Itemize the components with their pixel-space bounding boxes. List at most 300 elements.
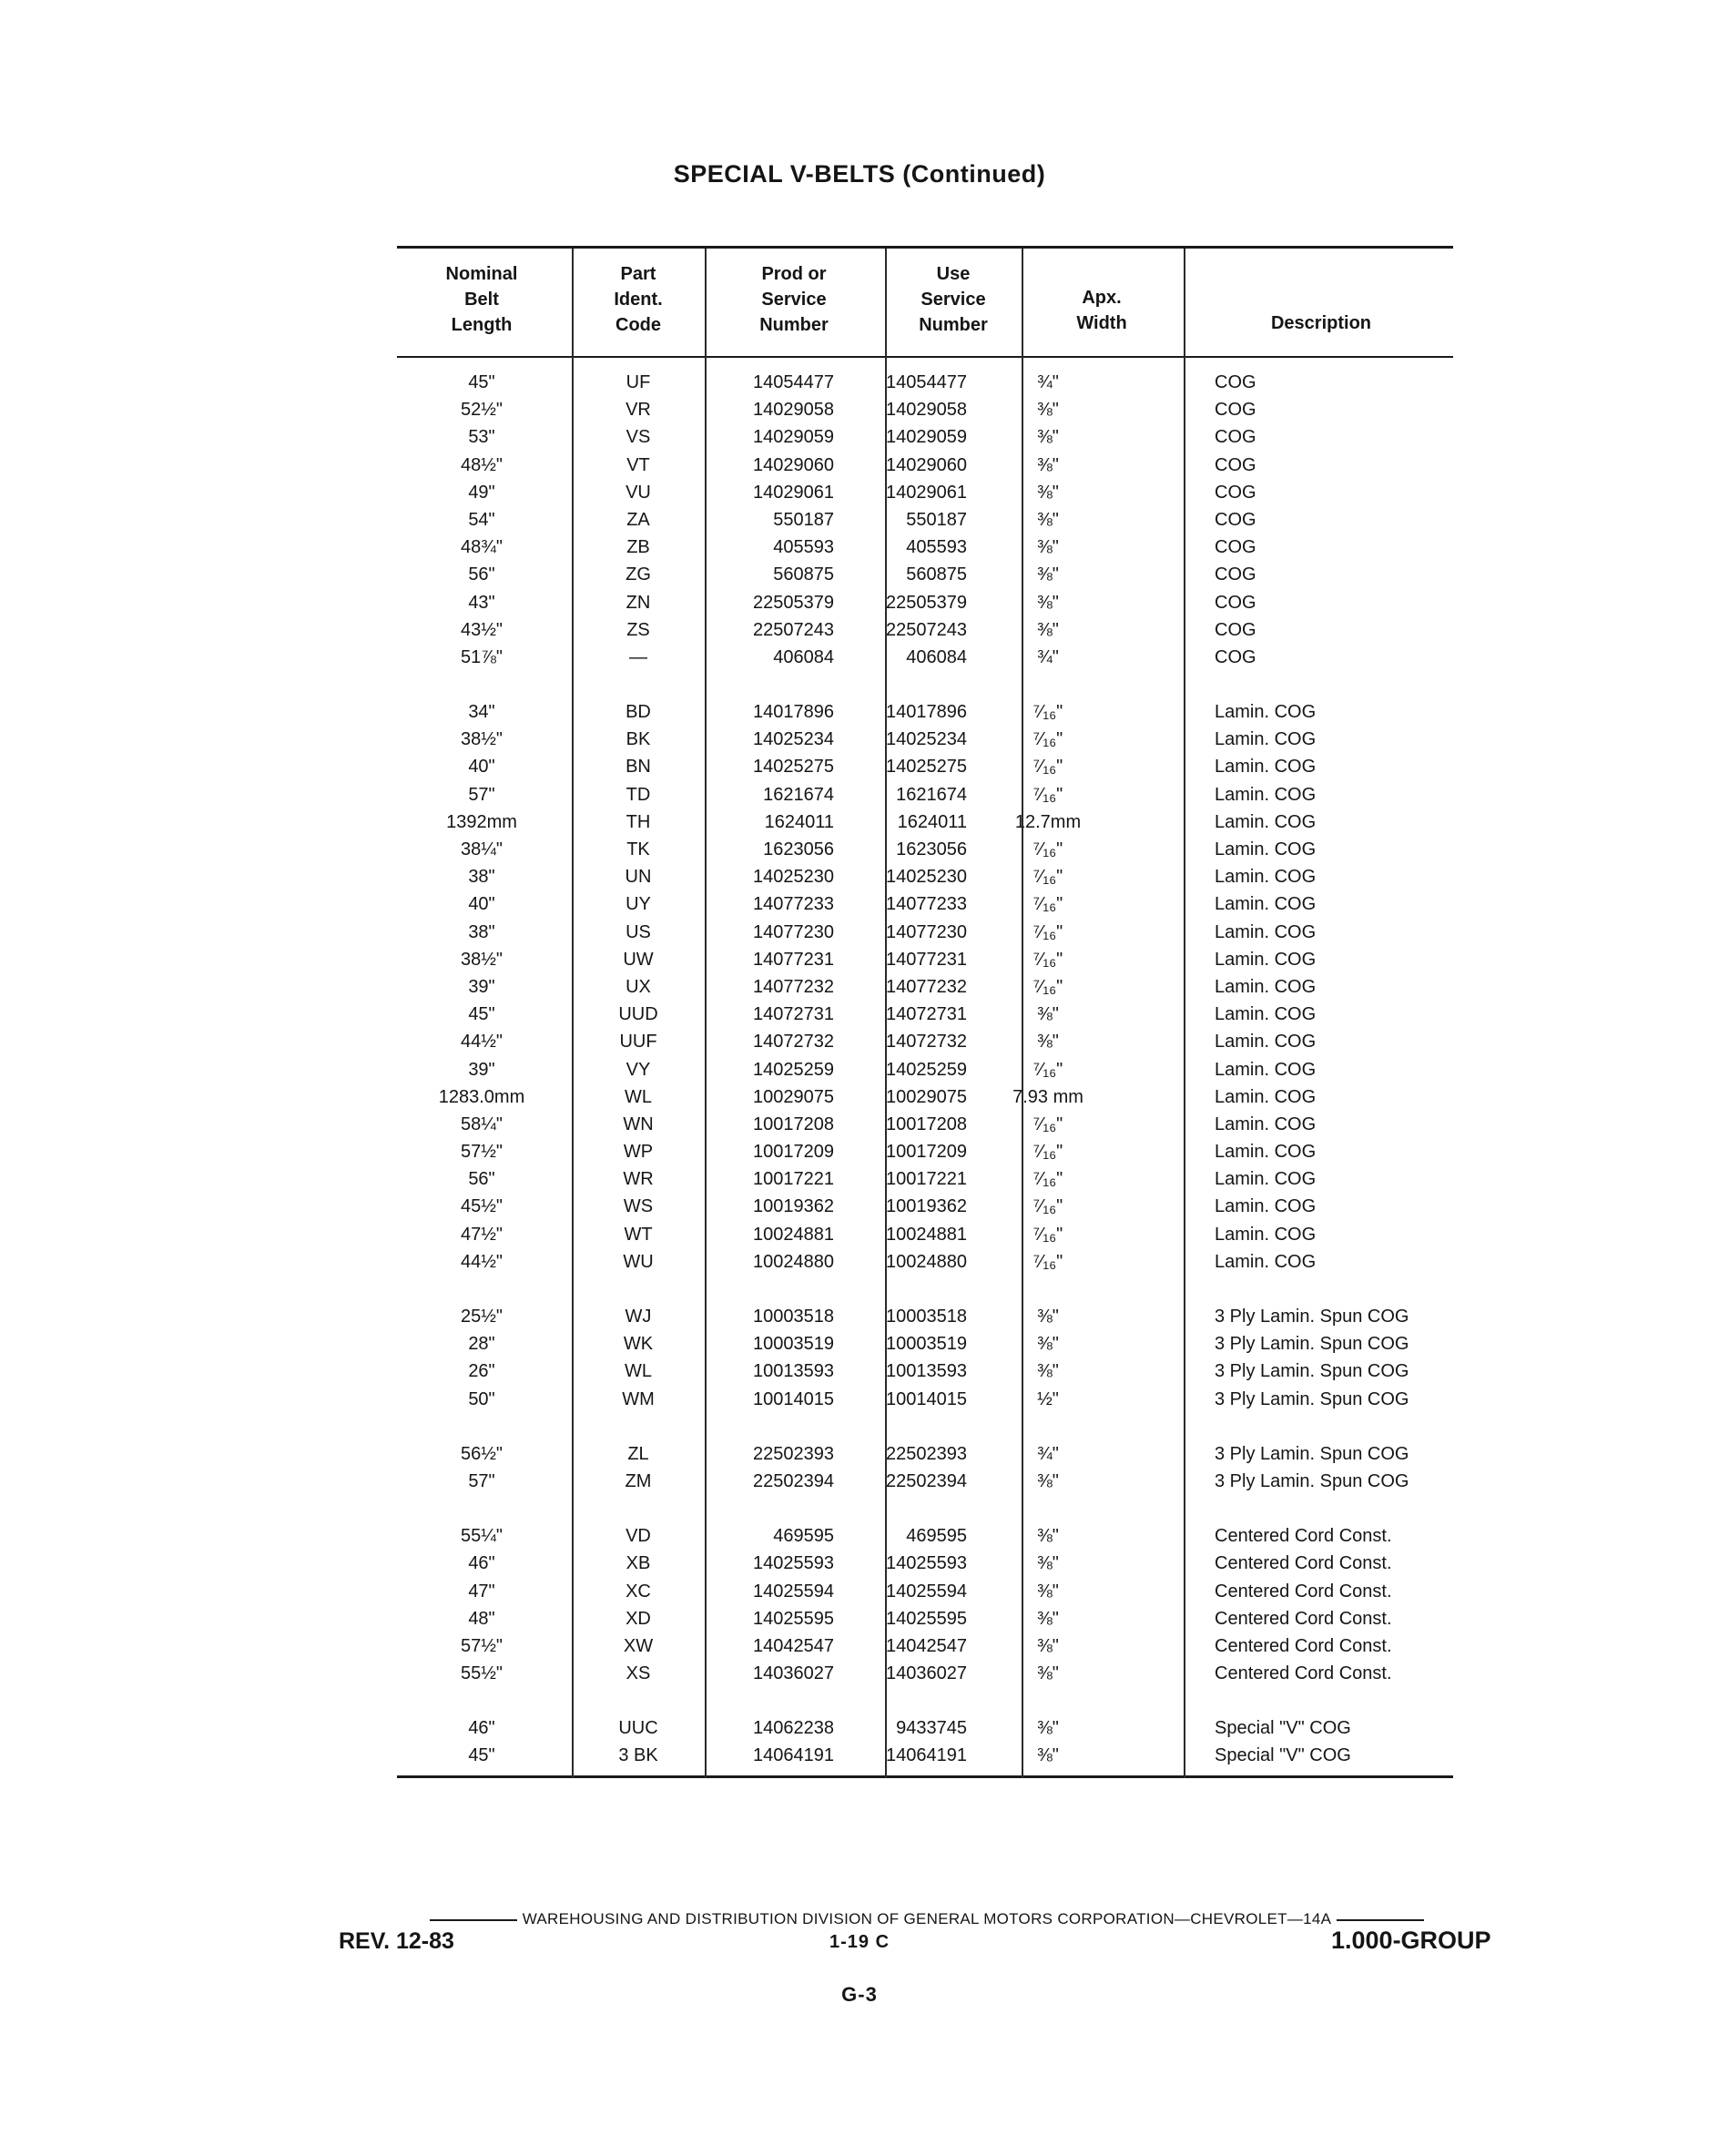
- ident-code-cell: WT: [624, 1224, 653, 1245]
- table-row: [397, 1248, 1453, 1276]
- prod-number-cell: 14029059: [753, 427, 834, 448]
- ident-code-cell: ZS: [626, 619, 650, 640]
- belt-length-cell: 39": [468, 976, 495, 997]
- page-title: SPECIAL V-BELTS (Continued): [673, 160, 1046, 188]
- description-cell: COG: [1215, 509, 1256, 530]
- table-row: [397, 1522, 1453, 1550]
- use-number-cell: 469595: [906, 1526, 967, 1547]
- table-row: [397, 1056, 1453, 1083]
- belt-length-cell: 51⅞": [460, 646, 503, 667]
- belt-length-cell: 45": [468, 372, 495, 392]
- ident-code-cell: ZN: [626, 592, 651, 613]
- use-number-cell: 14072732: [886, 1032, 967, 1053]
- header-prod: [707, 261, 881, 338]
- ident-code-cell: WP: [623, 1142, 654, 1163]
- belt-length-cell: 55½": [460, 1663, 503, 1684]
- prod-number-cell: 10017209: [753, 1142, 834, 1163]
- table-row: [397, 1440, 1453, 1468]
- use-number-cell: 14042547: [886, 1635, 967, 1656]
- width-cell: ⁷⁄₁₆": [1032, 1169, 1063, 1190]
- header-use-line1: Use: [936, 264, 971, 284]
- prod-number-cell: 1624011: [764, 811, 834, 832]
- description-cell: Lamin. COG: [1215, 921, 1317, 942]
- use-number-cell: 14029060: [886, 454, 967, 475]
- width-cell: ⅜": [1037, 1470, 1059, 1491]
- prod-number-cell: 14025593: [753, 1553, 834, 1574]
- ident-code-cell: 3 BK: [618, 1745, 658, 1766]
- width-cell: ⁷⁄₁₆": [1032, 867, 1063, 888]
- belt-length-cell: 45": [468, 1745, 495, 1766]
- prod-number-cell: 22502393: [753, 1443, 834, 1464]
- prod-number-cell: 14064191: [753, 1745, 834, 1766]
- ident-code-cell: TD: [626, 784, 651, 805]
- table-row: [397, 534, 1453, 561]
- header-use-line3: Number: [919, 315, 988, 335]
- width-cell: ⅜": [1037, 1635, 1059, 1656]
- description-cell: COG: [1215, 454, 1256, 475]
- description-cell: COG: [1215, 592, 1256, 613]
- belt-length-cell: 38½": [460, 949, 503, 970]
- belt-length-cell: 43½": [460, 619, 503, 640]
- width-cell: ¾": [1037, 1443, 1059, 1464]
- ident-code-cell: VS: [626, 427, 651, 448]
- belt-length-cell: 38": [468, 867, 495, 888]
- table-row: [397, 836, 1453, 863]
- description-cell: 3 Ply Lamin. Spun COG: [1215, 1361, 1409, 1382]
- description-cell: COG: [1215, 619, 1256, 640]
- belt-length-cell: 44½": [460, 1032, 503, 1053]
- belt-length-cell: 55¼": [460, 1526, 503, 1547]
- description-cell: COG: [1215, 646, 1256, 667]
- width-cell: ⅜": [1037, 427, 1059, 448]
- column-divider: [1022, 249, 1023, 1778]
- description-cell: Lamin. COG: [1215, 894, 1317, 915]
- table-header: [397, 249, 1453, 358]
- ident-code-cell: XS: [626, 1663, 651, 1684]
- table-row: [397, 1111, 1453, 1138]
- belt-length-cell: 57½": [460, 1635, 503, 1656]
- use-number-cell: 14029059: [886, 427, 967, 448]
- belt-length-cell: 47½": [460, 1224, 503, 1245]
- belt-length-cell: 45": [468, 1004, 495, 1025]
- description-cell: COG: [1215, 427, 1256, 448]
- width-cell: ⅜": [1037, 1307, 1059, 1327]
- prod-number-cell: 14054477: [753, 372, 834, 392]
- ident-code-cell: VT: [626, 454, 650, 475]
- table-row: [397, 1001, 1453, 1028]
- description-cell: Centered Cord Const.: [1215, 1553, 1392, 1574]
- use-number-cell: 10029075: [886, 1086, 967, 1107]
- prod-number-cell: 14077231: [753, 949, 834, 970]
- ident-code-cell: UF: [626, 372, 651, 392]
- description-cell: COG: [1215, 564, 1256, 585]
- belt-length-cell: 57½": [460, 1142, 503, 1163]
- width-cell: ⅜": [1037, 537, 1059, 558]
- ident-code-cell: WK: [623, 1334, 654, 1355]
- belt-length-cell: 1392mm: [446, 811, 517, 832]
- prod-number-cell: 405593: [773, 537, 834, 558]
- ident-code-cell: ZM: [625, 1470, 652, 1491]
- description-cell: 3 Ply Lamin. Spun COG: [1215, 1307, 1409, 1327]
- ident-code-cell: BN: [626, 757, 651, 778]
- ident-code-cell: UN: [625, 867, 652, 888]
- footer-rule-right: [1337, 1919, 1424, 1921]
- belt-length-cell: 46": [468, 1718, 495, 1739]
- prod-number-cell: 14029061: [753, 482, 834, 503]
- use-number-cell: 14064191: [886, 1745, 967, 1766]
- table-row: [397, 644, 1453, 671]
- belt-length-cell: 57": [468, 1470, 495, 1491]
- ident-code-cell: —: [629, 646, 647, 667]
- description-cell: 3 Ply Lamin. Spun COG: [1215, 1334, 1409, 1355]
- use-number-cell: 10014015: [886, 1388, 967, 1409]
- width-cell: ⅜": [1037, 1581, 1059, 1602]
- width-cell: ⅜": [1037, 1663, 1059, 1684]
- table-row: [397, 753, 1453, 780]
- table-bottom-rule: [397, 1775, 1453, 1778]
- use-number-cell: 14025595: [886, 1608, 967, 1629]
- table-row: [397, 1138, 1453, 1165]
- description-cell: Lamin. COG: [1215, 1032, 1317, 1053]
- width-cell: ⅜": [1037, 1553, 1059, 1574]
- belt-length-cell: 44½": [460, 1251, 503, 1272]
- header-width-line1: Apx.: [1082, 288, 1122, 308]
- use-number-cell: 10017209: [886, 1142, 967, 1163]
- prod-number-cell: 14017896: [753, 702, 834, 723]
- row-group: [397, 1522, 1453, 1687]
- description-cell: Lamin. COG: [1215, 976, 1317, 997]
- prod-number-cell: 14072731: [753, 1004, 834, 1025]
- width-cell: ⅜": [1037, 1745, 1059, 1766]
- header-width-line2: Width: [1076, 313, 1127, 333]
- table-row: [397, 890, 1453, 918]
- use-number-cell: 14025234: [886, 729, 967, 750]
- use-number-cell: 10003518: [886, 1307, 967, 1327]
- prod-number-cell: 14025275: [753, 757, 834, 778]
- use-number-cell: 10017221: [886, 1169, 967, 1190]
- belt-length-cell: 38": [468, 921, 495, 942]
- header-prod-line1: Prod or: [761, 264, 827, 284]
- header-code: [575, 261, 701, 338]
- column-divider: [1184, 249, 1185, 1778]
- width-cell: ⁷⁄₁₆": [1032, 976, 1063, 997]
- ident-code-cell: UW: [623, 949, 654, 970]
- belt-length-cell: 56½": [460, 1443, 503, 1464]
- use-number-cell: 14077231: [886, 949, 967, 970]
- width-cell: ⅜": [1037, 1718, 1059, 1739]
- row-group: [397, 369, 1453, 671]
- table-row: [397, 561, 1453, 588]
- width-cell: ⁷⁄₁₆": [1032, 921, 1063, 942]
- prod-number-cell: 14077232: [753, 976, 834, 997]
- header-width: [1025, 285, 1178, 336]
- use-number-cell: 14029061: [886, 482, 967, 503]
- use-number-cell: 14072731: [886, 1004, 967, 1025]
- header-use-line2: Service: [921, 290, 986, 310]
- width-cell: ⁷⁄₁₆": [1032, 1196, 1063, 1217]
- prod-number-cell: 10024881: [753, 1224, 834, 1245]
- header-code-line1: Part: [620, 264, 656, 284]
- width-cell: ⅜": [1037, 592, 1059, 613]
- width-cell: ⅜": [1037, 1608, 1059, 1629]
- ident-code-cell: UUD: [618, 1004, 658, 1025]
- description-cell: COG: [1215, 400, 1256, 421]
- prod-number-cell: 14042547: [753, 1635, 834, 1656]
- table-row: [397, 781, 1453, 808]
- description-cell: COG: [1215, 482, 1256, 503]
- prod-number-cell: 10003518: [753, 1307, 834, 1327]
- table-row: [397, 1193, 1453, 1220]
- use-number-cell: 10013593: [886, 1361, 967, 1382]
- table-row: [397, 479, 1453, 506]
- use-number-cell: 14025259: [886, 1059, 967, 1080]
- column-divider: [572, 249, 574, 1778]
- width-cell: ⅜": [1037, 1526, 1059, 1547]
- description-cell: Lamin. COG: [1215, 1086, 1317, 1107]
- use-number-cell: 10024880: [886, 1251, 967, 1272]
- description-cell: Lamin. COG: [1215, 1142, 1317, 1163]
- table-row: [397, 589, 1453, 616]
- belt-length-cell: 34": [468, 702, 495, 723]
- table-row: [397, 863, 1453, 890]
- use-number-cell: 14025230: [886, 867, 967, 888]
- description-cell: Lamin. COG: [1215, 1251, 1317, 1272]
- belt-length-cell: 48¾": [460, 537, 503, 558]
- width-cell: ¾": [1037, 372, 1059, 392]
- belt-length-cell: 45½": [460, 1196, 503, 1217]
- column-divider: [885, 249, 887, 1778]
- header-length-line2: Belt: [464, 290, 499, 310]
- row-group: [397, 1714, 1453, 1769]
- footer-division-line: [346, 1910, 1508, 1928]
- ident-code-cell: WM: [622, 1388, 655, 1409]
- prod-number-cell: 22507243: [753, 619, 834, 640]
- description-cell: Centered Cord Const.: [1215, 1663, 1392, 1684]
- group-number: 1.000-GROUP: [1331, 1927, 1491, 1954]
- prod-number-cell: 14062238: [753, 1718, 834, 1739]
- page-number: G-3: [841, 1983, 878, 2006]
- width-cell: ⁷⁄₁₆": [1032, 949, 1063, 970]
- ident-code-cell: TK: [626, 839, 650, 859]
- revision-date: REV. 12-83: [339, 1928, 454, 1954]
- width-cell: ⅜": [1037, 1334, 1059, 1355]
- prod-number-cell: 10014015: [753, 1388, 834, 1409]
- ident-code-cell: WN: [623, 1114, 654, 1134]
- table-row: [397, 973, 1453, 1001]
- belt-length-cell: 40": [468, 757, 495, 778]
- prod-number-cell: 22502394: [753, 1470, 834, 1491]
- prod-number-cell: 14025594: [753, 1581, 834, 1602]
- table-row: [397, 1358, 1453, 1385]
- ident-code-cell: UUF: [619, 1032, 657, 1053]
- table-row: [397, 396, 1453, 423]
- description-cell: Lamin. COG: [1215, 757, 1317, 778]
- description-cell: Special "V" COG: [1215, 1718, 1351, 1739]
- use-number-cell: 22505379: [886, 592, 967, 613]
- description-cell: Lamin. COG: [1215, 1224, 1317, 1245]
- ident-code-cell: VU: [626, 482, 651, 503]
- use-number-cell: 14077230: [886, 921, 967, 942]
- description-cell: 3 Ply Lamin. Spun COG: [1215, 1388, 1409, 1409]
- width-cell: ⅜": [1037, 509, 1059, 530]
- prod-number-cell: 22505379: [753, 592, 834, 613]
- width-cell: ⁷⁄₁₆": [1032, 1059, 1063, 1080]
- width-cell: ⁷⁄₁₆": [1032, 1114, 1063, 1134]
- table-row: [397, 698, 1453, 726]
- width-cell: ⅜": [1037, 564, 1059, 585]
- width-cell: ⁷⁄₁₆": [1032, 894, 1063, 915]
- description-cell: Centered Cord Const.: [1215, 1581, 1392, 1602]
- footer-division-text: WAREHOUSING AND DISTRIBUTION DIVISION OF GENERAL MOTORS CORPORATION—CHEVROLET—14A: [522, 1910, 1332, 1927]
- prod-number-cell: 14025234: [753, 729, 834, 750]
- table-row: [397, 1714, 1453, 1742]
- use-number-cell: 560875: [906, 564, 967, 585]
- use-number-cell: 14025275: [886, 757, 967, 778]
- description-cell: Lamin. COG: [1215, 784, 1317, 805]
- belt-length-cell: 26": [468, 1361, 495, 1382]
- header-code-line2: Ident.: [614, 290, 663, 310]
- ident-code-cell: BD: [626, 702, 651, 723]
- row-group: [397, 1440, 1453, 1495]
- belt-length-cell: 53": [468, 427, 495, 448]
- width-cell: ⅜": [1037, 1361, 1059, 1382]
- belt-length-cell: 48": [468, 1608, 495, 1629]
- ident-code-cell: WU: [623, 1251, 654, 1272]
- table-body: [397, 358, 1453, 1770]
- use-number-cell: 1624011: [897, 811, 967, 832]
- use-number-cell: 22502394: [886, 1470, 967, 1491]
- belt-length-cell: 48½": [460, 454, 503, 475]
- description-cell: Centered Cord Const.: [1215, 1635, 1392, 1656]
- use-number-cell: 10024881: [886, 1224, 967, 1245]
- table-row: [397, 452, 1453, 479]
- description-cell: Lamin. COG: [1215, 949, 1317, 970]
- prod-number-cell: 14025230: [753, 867, 834, 888]
- table-row: [397, 1165, 1453, 1193]
- table-row: [397, 1468, 1453, 1495]
- header-use: [889, 261, 1018, 338]
- table-row: [397, 1386, 1453, 1413]
- table-row: [397, 1083, 1453, 1111]
- ident-code-cell: WR: [623, 1169, 654, 1190]
- header-prod-line3: Number: [759, 315, 829, 335]
- row-group: [397, 698, 1453, 1276]
- prod-number-cell: 10024880: [753, 1251, 834, 1272]
- ident-code-cell: WL: [625, 1361, 652, 1382]
- description-cell: Lamin. COG: [1215, 1059, 1317, 1080]
- prod-number-cell: 14072732: [753, 1032, 834, 1053]
- ident-code-cell: TH: [626, 811, 651, 832]
- belt-length-cell: 47": [468, 1581, 495, 1602]
- row-group: [397, 1303, 1453, 1413]
- table-row: [397, 1742, 1453, 1769]
- prod-number-cell: 14025259: [753, 1059, 834, 1080]
- prod-number-cell: 10017221: [753, 1169, 834, 1190]
- header-code-line3: Code: [615, 315, 661, 335]
- width-cell: ⅜": [1037, 400, 1059, 421]
- prod-number-cell: 14077233: [753, 894, 834, 915]
- use-number-cell: 14029058: [886, 400, 967, 421]
- belt-length-cell: 38½": [460, 729, 503, 750]
- table-row: [397, 1028, 1453, 1055]
- width-cell: ⁷⁄₁₆": [1032, 1142, 1063, 1163]
- width-cell: 7.93 mm: [1012, 1086, 1083, 1107]
- prod-number-cell: 10019362: [753, 1196, 834, 1217]
- header-length-line3: Length: [451, 315, 513, 335]
- column-divider: [705, 249, 707, 1778]
- use-number-cell: 10003519: [886, 1334, 967, 1355]
- width-cell: ⅜": [1037, 454, 1059, 475]
- belt-length-cell: 1283.0mm: [438, 1086, 525, 1107]
- table-row: [397, 946, 1453, 973]
- ident-code-cell: ZA: [626, 509, 650, 530]
- prod-number-cell: 469595: [773, 1526, 834, 1547]
- prod-number-cell: 14029060: [753, 454, 834, 475]
- width-cell: ⅜": [1037, 1032, 1059, 1053]
- width-cell: ⁷⁄₁₆": [1032, 1224, 1063, 1245]
- description-cell: Special "V" COG: [1215, 1745, 1351, 1766]
- width-cell: ⁷⁄₁₆": [1032, 702, 1063, 723]
- description-cell: Centered Cord Const.: [1215, 1608, 1392, 1629]
- table-row: [397, 616, 1453, 644]
- width-cell: ¾": [1037, 646, 1059, 667]
- use-number-cell: 14077232: [886, 976, 967, 997]
- ident-code-cell: UUC: [618, 1718, 658, 1739]
- use-number-cell: 14025594: [886, 1581, 967, 1602]
- table-row: [397, 369, 1453, 396]
- table-row: [397, 423, 1453, 451]
- belt-length-cell: 57": [468, 784, 495, 805]
- use-number-cell: 1621674: [896, 784, 967, 805]
- ident-code-cell: WL: [625, 1086, 652, 1107]
- belt-length-cell: 56": [468, 564, 495, 585]
- ident-code-cell: VY: [626, 1059, 651, 1080]
- ident-code-cell: WS: [623, 1196, 654, 1217]
- table-row: [397, 506, 1453, 534]
- ident-code-cell: ZB: [626, 537, 650, 558]
- description-cell: Lamin. COG: [1215, 1004, 1317, 1025]
- table-row: [397, 919, 1453, 946]
- prod-number-cell: 406084: [773, 646, 834, 667]
- ident-code-cell: BK: [626, 729, 651, 750]
- use-number-cell: 22502393: [886, 1443, 967, 1464]
- description-cell: COG: [1215, 372, 1256, 392]
- table-row: [397, 1330, 1453, 1358]
- use-number-cell: 9433745: [896, 1718, 967, 1739]
- description-cell: Lamin. COG: [1215, 867, 1317, 888]
- belt-length-cell: 43": [468, 592, 495, 613]
- footer-rule-left: [430, 1919, 517, 1921]
- belt-length-cell: 50": [468, 1388, 495, 1409]
- use-number-cell: 405593: [906, 537, 967, 558]
- ident-code-cell: ZL: [627, 1443, 649, 1464]
- prod-number-cell: 1621674: [763, 784, 834, 805]
- use-number-cell: 1623056: [896, 839, 967, 859]
- ident-code-cell: US: [626, 921, 651, 942]
- ident-code-cell: XW: [623, 1635, 654, 1656]
- belt-table: [397, 246, 1453, 1778]
- header-prod-line2: Service: [761, 290, 827, 310]
- belt-length-cell: 40": [468, 894, 495, 915]
- use-number-cell: 14054477: [886, 372, 967, 392]
- table-row: [397, 1632, 1453, 1660]
- table-row: [397, 1605, 1453, 1632]
- table-row: [397, 808, 1453, 836]
- ident-code-cell: WJ: [625, 1307, 652, 1327]
- table-row: [397, 1303, 1453, 1330]
- use-number-cell: 406084: [906, 646, 967, 667]
- use-number-cell: 14077233: [886, 894, 967, 915]
